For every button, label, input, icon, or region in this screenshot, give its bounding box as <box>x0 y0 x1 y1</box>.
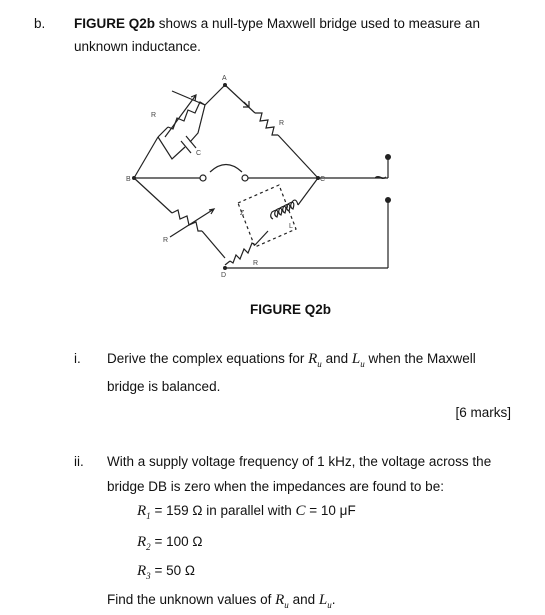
find-ru-symbol: $R_u$ <box>275 592 289 610</box>
z-label: Z <box>240 210 245 217</box>
question-ii-number: ii. <box>74 454 84 469</box>
r3-value: = 50 Ω <box>154 563 195 578</box>
r2-label: R <box>279 120 285 127</box>
lu-symbol: $L_u$ <box>351 351 365 369</box>
r2-value: = 100 Ω <box>154 534 203 549</box>
wire-r3-d <box>202 231 225 258</box>
question-i-text-1: Derive the complex equations for <box>107 351 305 366</box>
question-ii-find <box>107 592 335 610</box>
given-r1 <box>137 503 356 521</box>
find-and: and <box>292 592 316 607</box>
wire-a-r1 <box>205 85 225 105</box>
resistor-r3 <box>172 210 202 231</box>
variable-arrow-r3 <box>170 209 214 237</box>
r3-symbol: $R_3$ <box>137 563 151 581</box>
given-r3 <box>137 563 195 581</box>
detector-arc <box>210 165 242 173</box>
resistor-ru <box>230 243 255 263</box>
figure-reference: FIGURE Q2b <box>74 16 156 31</box>
supply-terminal-top <box>385 154 391 160</box>
lu-label: L <box>289 223 293 230</box>
question-i-text-2: when the Maxwell <box>368 351 476 366</box>
node-a-label: A <box>222 75 227 82</box>
ru-symbol: $R_u$ <box>308 351 322 369</box>
ac-source-symbol: ~ <box>374 165 387 190</box>
detector-terminal-left <box>200 175 206 181</box>
question-i-line-1 <box>107 351 476 369</box>
maxwell-bridge-diagram <box>0 65 545 369</box>
c-value: = 10 μF <box>309 503 356 518</box>
part-label: b. <box>34 16 46 31</box>
ru-label: R <box>253 260 259 267</box>
wire-r1-b <box>134 137 158 178</box>
question-i-and: and <box>325 351 349 366</box>
resistor-r2 <box>255 113 278 135</box>
question-ii-line-1: With a supply voltage frequency of 1 kHz, the voltage across the <box>107 454 492 469</box>
node-a-dot <box>223 83 227 87</box>
part-intro-line-1 <box>74 16 480 31</box>
c-label: C <box>196 150 202 157</box>
r1-label: R <box>151 112 157 119</box>
question-i-marks: [6 marks] <box>455 405 511 420</box>
intro-text-1: shows a null-type Maxwell bridge used to measure an <box>158 16 480 31</box>
unknown-impedance-box <box>238 185 296 247</box>
wire-lu-ru <box>255 231 268 245</box>
node-c-label: C <box>320 176 326 183</box>
inductor-lu <box>271 200 298 219</box>
find-end: . <box>331 592 336 607</box>
find-text: Find the unknown values of <box>107 592 272 607</box>
r2-symbol: $R_2$ <box>137 534 151 552</box>
detector-terminal-right <box>242 175 248 181</box>
wire-r2-c <box>278 135 318 178</box>
variable-arrow-r1 <box>165 95 196 137</box>
wire-a-r2 <box>225 85 255 113</box>
node-d-label: D <box>221 272 227 279</box>
supply-terminal-bottom <box>385 197 391 203</box>
question-i-number: i. <box>74 351 81 366</box>
part-intro-line-2: unknown inductance. <box>74 39 201 54</box>
find-lu-symbol: $L_u$ <box>318 592 332 610</box>
wire-c-lu <box>298 178 318 205</box>
wire-b-r3 <box>134 178 172 213</box>
wire-ru-d <box>225 261 230 265</box>
question-i-line-2: bridge is balanced. <box>107 379 221 394</box>
given-r2 <box>137 534 202 552</box>
c-symbol: C <box>295 503 306 519</box>
r1-symbol: $R_1$ <box>137 503 151 521</box>
node-d-dot <box>223 266 227 270</box>
r3-label: R <box>163 237 169 244</box>
question-ii-line-2: bridge DB is zero when the impedances are found to be: <box>107 479 444 494</box>
r1-value: = 159 Ω in parallel with <box>154 503 292 518</box>
node-b-dot <box>132 176 136 180</box>
node-b-label: B <box>126 176 131 183</box>
figure-caption: FIGURE Q2b <box>250 302 332 317</box>
